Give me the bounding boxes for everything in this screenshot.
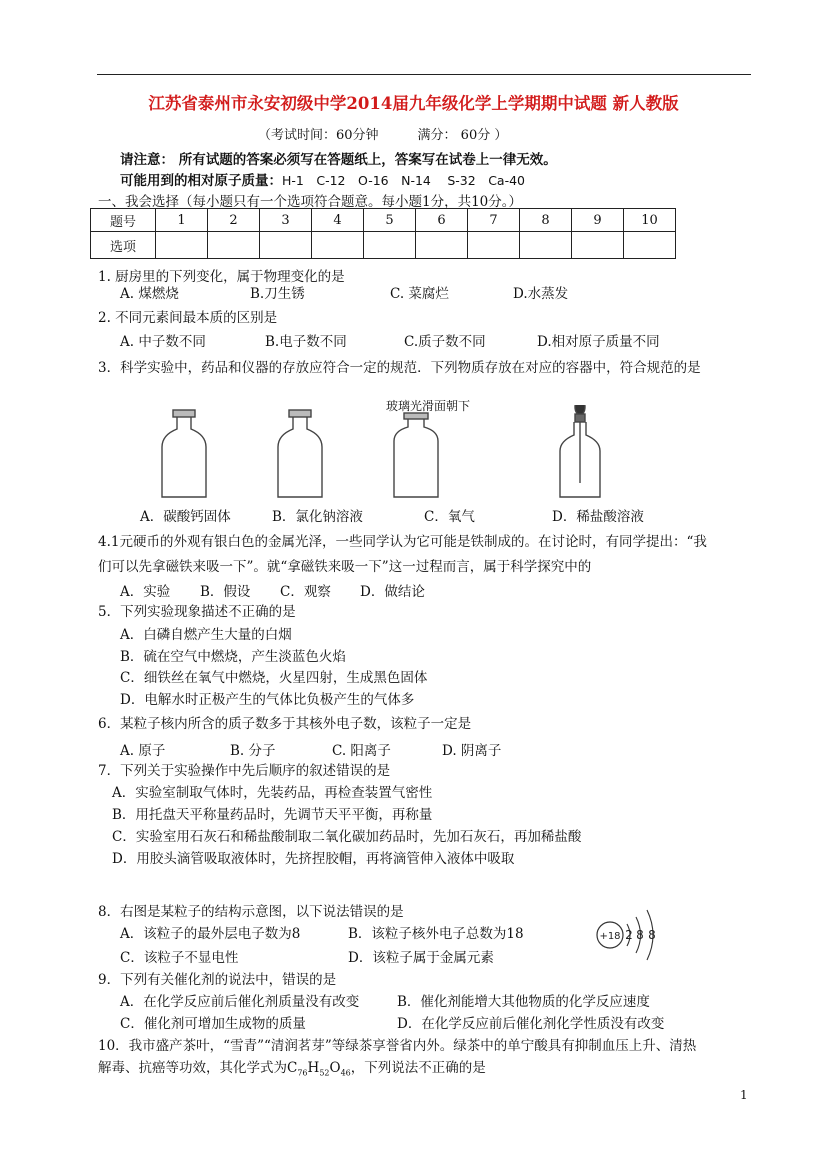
q7-stem: 7．下列关于实验操作中先后顺序的叙述错误的是 (98, 763, 391, 779)
atom-structure-diagram (594, 894, 674, 976)
q9-option-d: D．在化学反应前后催化剂化学性质没有改变 (397, 1016, 665, 1032)
q6-option-c: C. 阳离子 (332, 743, 391, 759)
q8-option-a: A．该粒子的最外层电子数为8 (120, 926, 301, 942)
q7-option-d: D．用胶头滴管吸取液体时，先挤捏胶帽，再将滴管伸入液体中吸取 (112, 851, 515, 867)
answer-cell[interactable] (416, 232, 468, 259)
q4-line1: 4.1元硬币的外观有银白色的金属光泽，一些同学认为它可能是铁制成的。在讨论时，有同学提出：“我 (98, 534, 707, 550)
q6-stem: 6．某粒子核内所含的质子数多于其核外电子数，该粒子一定是 (98, 716, 472, 732)
q2-option-b: B.电子数不同 (265, 334, 347, 350)
atomic-values: H-1 C-12 O-16 N-14 S-32 Ca-40 (282, 173, 526, 188)
q9-option-c: C．催化剂可增加生成物的质量 (120, 1016, 306, 1032)
atomic-mass-line (120, 169, 525, 189)
table-cell: 10 (624, 209, 676, 232)
answer-cell[interactable] (260, 232, 312, 259)
doc-title: 江苏省泰州市永安初级中学2014届九年级化学上学期期中试题 新人教版 (148, 94, 679, 113)
q5-option-b: B．硫在空气中燃烧，产生淡蓝色火焰 (120, 649, 346, 665)
answer-cell[interactable] (312, 232, 364, 259)
page-number: 1 (740, 1088, 748, 1102)
q10-line2-pre: 解毒、抗癌等功效，其化学式为 (98, 1060, 287, 1076)
table-cell: 9 (572, 209, 624, 232)
gas-jar-icon (394, 413, 438, 497)
dropper-bottle-icon (560, 405, 600, 497)
q3-option-c: C．氧气 (424, 509, 475, 525)
table-cell: 8 (520, 209, 572, 232)
formula-element: C (287, 1060, 298, 1076)
table-cell: 2 (208, 209, 260, 232)
q3-stem: 3．科学实验中，药品和仪器的存放应符合一定的规范．下列物质存放在对应的容器中，符合规范的是 (98, 360, 701, 376)
q10-line2 (98, 1056, 486, 1078)
q4-option-a: A．实验 (120, 584, 171, 600)
q2-option-c: C.质子数不同 (404, 334, 486, 350)
table-row (91, 209, 676, 232)
atomic-label: 可能用到的相对原子质量： (120, 173, 282, 189)
q4-option-c: C．观察 (280, 584, 331, 600)
q4-option-b: B．假设 (200, 584, 251, 600)
q9-option-a: A．在化学反应前后催化剂质量没有改变 (120, 994, 360, 1010)
q7-option-b: B．用托盘天平称量药品时，先调节天平平衡，再称量 (112, 807, 433, 823)
table-head-answer: 选项 (91, 232, 156, 259)
q5-option-d: D．电解水时正极产生的气体比负极产生的气体多 (120, 692, 415, 708)
formula-subscript: 46 (340, 1068, 351, 1078)
section1-heading: 一、我会选择（每小题只有一个选项符合题意。每小题1分，共10分。） (98, 194, 523, 210)
q4-line2: 们可以先拿磁铁来吸一下”。就“拿磁铁来吸一下”这一过程而言，属于科学探究中的 (98, 559, 592, 575)
q6-option-b: B. 分子 (230, 743, 276, 759)
q9-option-b: B．催化剂能增大其他物质的化学反应速度 (397, 994, 650, 1010)
q10-line1: 10．我市盛产茶叶，“雪青”“清润茗芽”等绿茶享誉省内外。绿茶中的单宁酸具有抑制血压上升、清热 (98, 1038, 697, 1054)
answer-cell[interactable] (624, 232, 676, 259)
q2-option-a: A. 中子数不同 (120, 334, 206, 350)
q5-stem: 5．下列实验现象描述不正确的是 (98, 604, 296, 620)
answer-cell[interactable] (468, 232, 520, 259)
q6-option-a: A. 原子 (120, 743, 166, 759)
q1-option-c: C. 菜腐烂 (390, 286, 449, 302)
q6-option-d: D. 阴离子 (442, 743, 502, 759)
nucleus-label: +18 (599, 931, 621, 942)
wide-mouth-bottle-icon (162, 410, 206, 497)
q1-stem: 1. 厨房里的下列变化，属于物理变化的是 (98, 269, 345, 285)
formula-element: H (307, 1060, 320, 1076)
q3-image-label: 玻璃光滑面朝下 (386, 399, 471, 413)
table-cell: 7 (468, 209, 520, 232)
q5-option-a: A．白磷自燃产生大量的白烟 (120, 627, 292, 643)
table-cell: 1 (156, 209, 208, 232)
chemical-formula (287, 1060, 351, 1076)
q8-option-b: B．该粒子核外电子总数为18 (348, 926, 524, 942)
q1-option-b: B.刀生锈 (250, 286, 305, 302)
q8-option-c: C．该粒子不显电性 (120, 950, 239, 966)
answer-table (90, 208, 676, 259)
answer-cell[interactable] (364, 232, 416, 259)
formula-subscript: 76 (297, 1068, 308, 1078)
q7-option-c: C．实验室用石灰石和稀盐酸制取二氧化碳加药品时，先加石灰石，再加稀盐酸 (112, 829, 582, 845)
narrow-mouth-bottle-icon (278, 410, 322, 497)
q1-option-d: D.水蒸发 (513, 286, 569, 302)
answer-cell[interactable] (208, 232, 260, 259)
q3-bottles-figure (150, 405, 670, 505)
q3-option-d: D．稀盐酸溶液 (552, 509, 644, 525)
q2-stem: 2. 不同元素间最本质的区别是 (98, 310, 278, 326)
q1-option-a: A. 煤燃烧 (120, 286, 179, 302)
q3-option-b: B．氯化钠溶液 (272, 509, 363, 525)
table-cell: 4 (312, 209, 364, 232)
answer-cell[interactable] (520, 232, 572, 259)
table-cell: 3 (260, 209, 312, 232)
shell-electron-count: 8 (648, 928, 656, 942)
q5-option-c: C．细铁丝在氧气中燃烧，火星四射，生成黑色固体 (120, 670, 428, 686)
formula-subscript: 52 (319, 1068, 330, 1078)
q2-option-d: D.相对原子质量不同 (537, 334, 660, 350)
answer-cell[interactable] (572, 232, 624, 259)
top-rule (97, 74, 751, 75)
formula-element: O (329, 1060, 341, 1076)
q4-option-d: D．做结论 (360, 584, 425, 600)
shell-electron-count: 8 (636, 928, 644, 942)
notice-line (120, 148, 557, 168)
answer-cell[interactable] (156, 232, 208, 259)
table-cell: 6 (416, 209, 468, 232)
table-cell: 5 (364, 209, 416, 232)
notice-label: 请注意： (120, 152, 174, 168)
notice-text: 所有试题的答案必须写在答题纸上，答案写在试卷上一律无效。 (174, 152, 557, 168)
exam-info: （考试时间：60分钟 满分： 60分 ） (258, 128, 508, 143)
q8-option-d: D．该粒子属于金属元素 (348, 950, 494, 966)
q7-option-a: A．实验室制取气体时，先装药品，再检查装置气密性 (112, 785, 433, 801)
table-head-number: 题号 (91, 209, 156, 232)
q10-line2-post: ，下列说法不正确的是 (350, 1060, 486, 1076)
table-row (91, 232, 676, 259)
shell-electron-count: 2 (625, 928, 633, 942)
q8-stem: 8．右图是某粒子的结构示意图，以下说法错误的是 (98, 904, 404, 920)
q9-stem: 9．下列有关催化剂的说法中，错误的是 (98, 972, 337, 988)
q3-option-a: A．碳酸钙固体 (140, 509, 231, 525)
